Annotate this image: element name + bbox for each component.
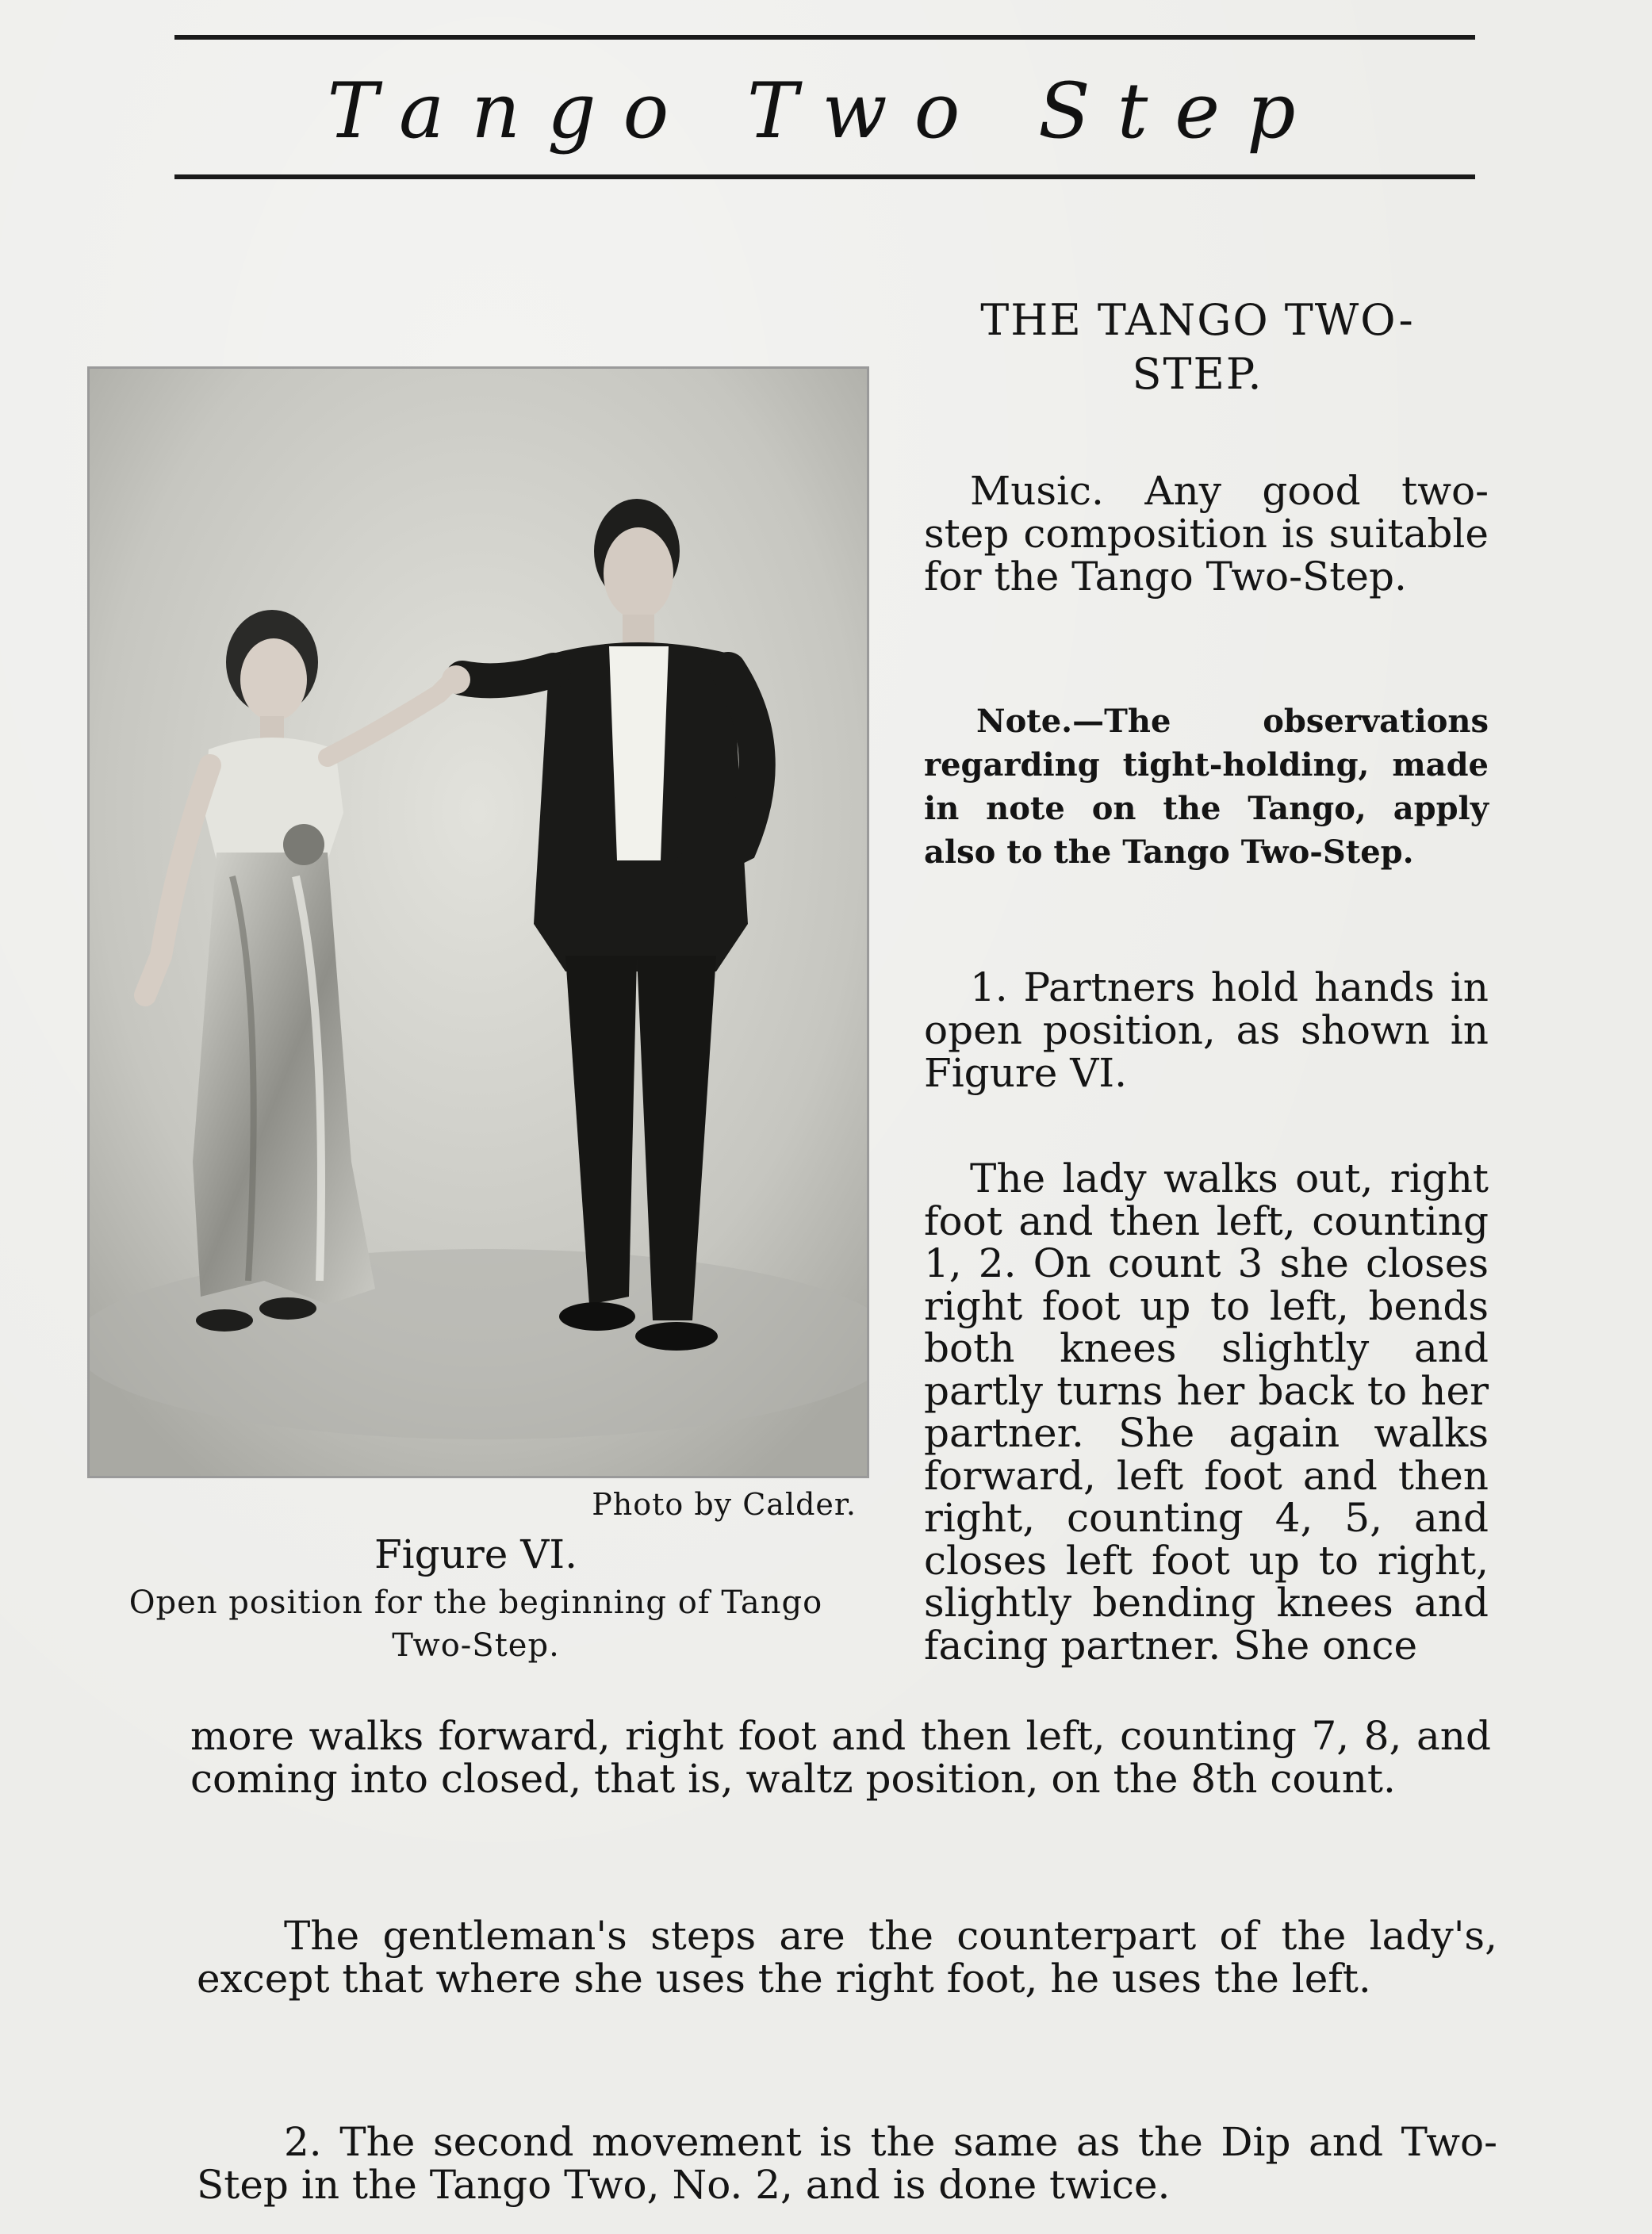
header-top-rule [174, 35, 1475, 40]
header-bottom-rule [174, 174, 1475, 179]
paragraph-note: Note.—The observations regarding tight-holding, made in note on the Tango, apply also to the Tango Two-Step. [924, 703, 1489, 871]
page-header-title: Tango Two Step [327, 67, 1323, 155]
paragraph-lady-steps: The lady walks out, right foot and then left, counting 1, 2. On count 3 she closes right foot up to left, bends both knees slightly and partly turns her back to her partner. She again walks forward, left foot and then right, counting 4, 5, and closes left foot up to right, slightly bending knees and facing partner. She once [924, 1155, 1489, 1669]
paragraph-step-1: 1. Partners hold hands in open position, as shown in Figure VI. [924, 964, 1489, 1096]
photo-credit: Photo by Calder. [592, 1487, 857, 1522]
figure-photo [87, 366, 869, 1478]
paragraph-gentleman-steps: The gentleman's steps are the counterpart of the lady's, except that where she uses the right foot, he uses the left. [197, 1913, 1497, 2002]
paragraph-lady-steps-continued: more walks forward, right foot and then left, counting 7, 8, and coming into closed, that is, waltz position, on the 8th count. [190, 1713, 1491, 1802]
figure-caption: Open position for the beginning of Tango Two-Step. [128, 1584, 823, 1664]
paragraph-step-2: 2. The second movement is the same as the Dip and Two-Step in the Tango Two, No. 2, and is done twice. [197, 2119, 1497, 2208]
section-title: THE TANGO TWO-STEP. [980, 295, 1415, 399]
dancers-illustration [90, 369, 867, 1476]
paragraph-music: Music. Any good two-step composition is suitable for the Tango Two-Step. [924, 468, 1489, 600]
figure-label: Figure VI. [374, 1531, 578, 1577]
